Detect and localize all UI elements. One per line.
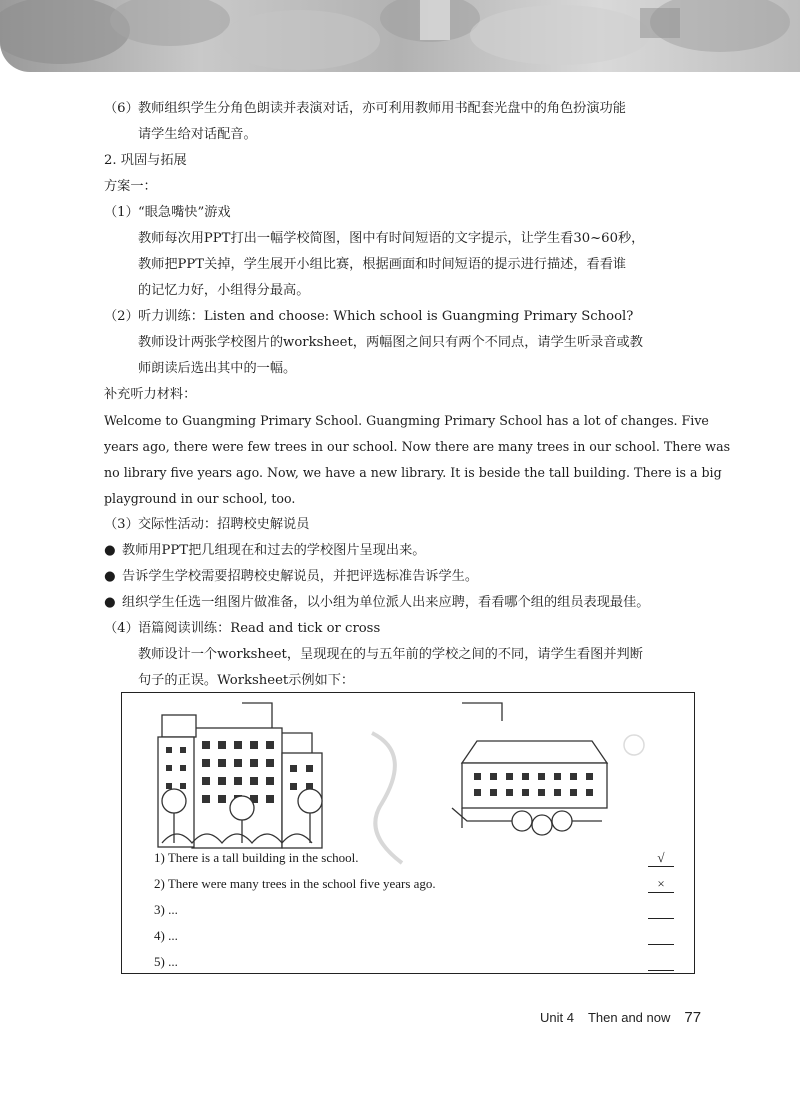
worksheet-item (154, 845, 674, 871)
bullet-text: 告诉学生学校需要招聘校史解说员，并把评选标准告诉学生。 (122, 569, 479, 584)
unit-title: Then and now (587, 1010, 671, 1025)
worksheet-item (154, 897, 674, 923)
item-text: 4) ... (154, 928, 178, 943)
worksheet-item (154, 871, 674, 897)
answer-blank (648, 953, 674, 971)
worksheet-items (154, 845, 674, 975)
activity-4 (104, 616, 714, 642)
page-number: 77 (684, 1009, 702, 1026)
section-heading: 2. 巩固与拓展 (104, 153, 187, 168)
step-number: （6） (104, 101, 139, 116)
item-text: 1) There is a tall building in the school. (154, 850, 359, 865)
activity-number: （1） (104, 205, 139, 220)
activity-2 (104, 304, 714, 330)
answer-mark: × (648, 875, 674, 893)
activity-number: （3） (104, 517, 139, 532)
listening-material (104, 408, 731, 512)
activity-number: （4） (104, 621, 139, 636)
item-text: 5) ... (154, 954, 178, 969)
listening-line: no library five years ago. Now, we have a new library. It is beside the tall building. There is a big (104, 465, 722, 480)
bullet-text: 教师用PPT把几组现在和过去的学校图片呈现出来。 (122, 543, 426, 558)
worksheet-figure (121, 692, 695, 974)
worksheet-item (154, 949, 674, 975)
bullet-item (104, 590, 714, 616)
activity-title: 听力训练：Listen and choose: Which school is Guangming Primary School? (138, 309, 634, 324)
bullet-dot: ● (104, 543, 116, 558)
activity-text: 句子的正误。Worksheet示例如下： (138, 673, 355, 688)
activity-number: （2） (104, 309, 139, 324)
activity-text: 教师设计一个worksheet，呈现现在的与五年前的学校之间的不同，请学生看图并判断 (138, 647, 643, 662)
item-text: 2) There were many trees in the school five years ago. (154, 876, 436, 891)
page-footer (540, 1009, 701, 1026)
bullet-dot: ● (104, 569, 116, 584)
listening-line: playground in our school, too. (104, 491, 296, 506)
activity-title: 交际性活动：招聘校史解说员 (138, 517, 310, 532)
bullet-dot: ● (104, 595, 116, 610)
supplement-label: 补充听力材料： (104, 387, 197, 402)
listening-line: years ago, there were few trees in our school. Now there are many trees in our school. There was (104, 439, 731, 454)
item-text: 3) ... (154, 902, 178, 917)
worksheet-item (154, 923, 674, 949)
unit-label: Unit 4 (540, 1010, 574, 1025)
answer-blank (648, 927, 674, 945)
answer-blank (648, 901, 674, 919)
activity-text: 教师设计两张学校图片的worksheet，两幅图之间只有两个不同点，请学生听录音或教 (138, 335, 643, 350)
activity-text: 的记忆力好，小组得分最高。 (138, 283, 310, 298)
bullet-item (104, 538, 714, 564)
step-6 (104, 96, 714, 122)
activity-title: “眼急嘴快”游戏 (138, 205, 231, 220)
banner-illustration (0, 0, 800, 72)
bullet-item (104, 564, 714, 590)
listening-line: Welcome to Guangming Primary School. Guangming Primary School has a lot of changes. Five (104, 413, 709, 428)
bullet-text: 组织学生任选一组图片做准备，以小组为单位派人出来应聘，看看哪个组的组员表现最佳。 (122, 595, 650, 610)
step-text-cont: 请学生给对话配音。 (138, 127, 257, 142)
activity-3 (104, 512, 714, 538)
plan-label: 方案一： (104, 179, 157, 194)
activity-text: 教师每次用PPT打出一幅学校简图，图中有时间短语的文字提示，让学生看30~60秒， (138, 231, 645, 246)
activity-title: 语篇阅读训练：Read and tick or cross (138, 621, 381, 636)
page-body (104, 96, 731, 694)
activity-text: 师朗读后选出其中的一幅。 (138, 361, 297, 376)
answer-mark: √ (648, 849, 674, 867)
activity-1 (104, 200, 714, 226)
header-banner (0, 0, 800, 72)
activity-text: 教师把PPT关掉，学生展开小组比赛，根据画面和时间短语的提示进行描述，看看谁 (138, 257, 627, 272)
step-text: 教师组织学生分角色朗读并表演对话，亦可利用教师用书配套光盘中的角色扮演功能 (138, 101, 626, 116)
